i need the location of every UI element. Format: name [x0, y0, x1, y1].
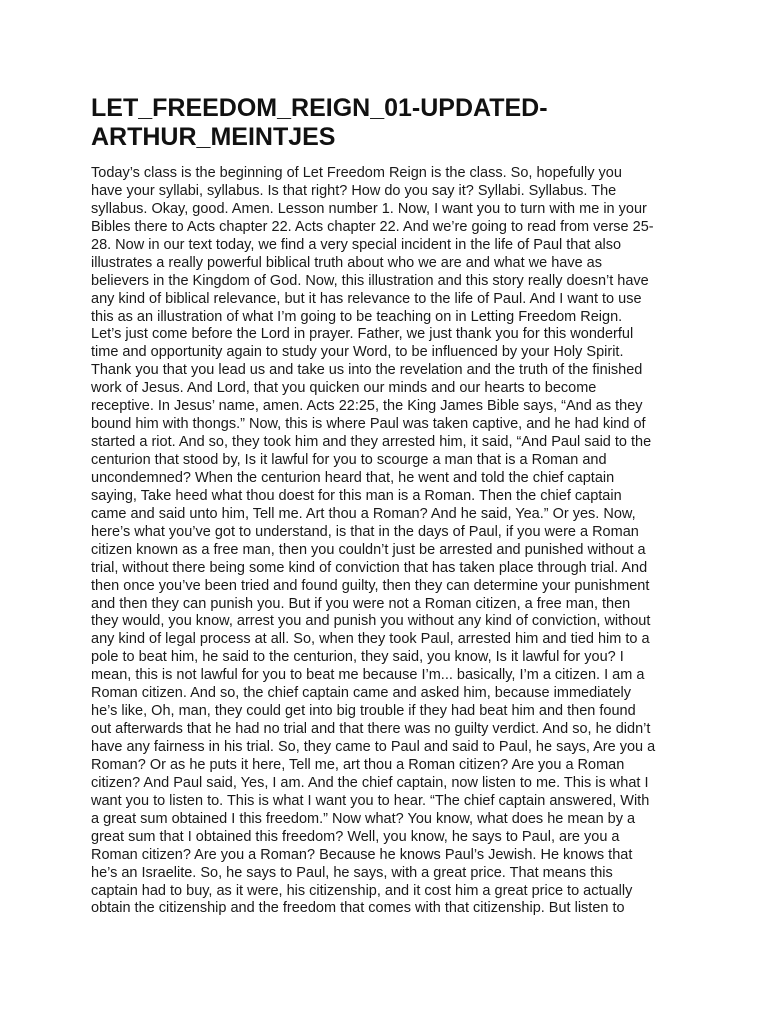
body-text-line: obtain the citizenship and the freedom that comes with that citizenship. But listen to [91, 900, 625, 917]
body-text-line: came and said unto him, Tell me. Art thou a Roman? And he said, Yea.” Or yes. Now, [91, 505, 636, 522]
body-text-line: any kind of biblical relevance, but it has relevance to the life of Paul. And I want to use [91, 290, 642, 307]
body-text-line: captain had to buy, as it were, his citizenship, and it cost him a great price to actually [91, 882, 633, 899]
body-text-line: believers in the Kingdom of God. Now, this illustration and this story really doesn’t have [91, 272, 649, 289]
body-text-line: he’s like, Oh, man, they could get into big trouble if they had beat him and then found [91, 703, 636, 720]
document-body [91, 165, 691, 918]
body-text-line: have your syllabi, syllabus. Is that right? How do you say it? Syllabi. Syllabus. The [91, 182, 617, 199]
body-text-line: mean, this is not lawful for you to beat me because I’m... basically, I’m a citizen. I am a [91, 667, 645, 684]
body-text-line: citizen? And Paul said, Yes, I am. And the chief captain, now listen to me. This is what I [91, 774, 649, 791]
body-text-line: 28. Now in our text today, we find a very special incident in the life of Paul that also [91, 236, 622, 253]
body-text-line: want you to listen to. This is what I want you to hear. “The chief captain answered, With [91, 792, 650, 809]
body-text-line: syllabus. Okay, good. Amen. Lesson number 1. Now, I want you to turn with me in your [91, 200, 647, 217]
body-text-line: centurion that stood by, Is it lawful for you to scourge a man that is a Roman and [91, 452, 607, 468]
body-text-line: any kind of legal process at all. So, when they took Paul, arrested him and tied him to a [91, 631, 650, 648]
body-text-line: Thank you that you lead us and take us into the revelation and the truth of the finished [91, 362, 643, 379]
body-text-line: pole to beat him, he said to the centurion, they said, you know, Is it lawful for you? I [91, 649, 624, 666]
body-text-line: Roman citizen? Are you a Roman? Because he knows Paul’s Jewish. He knows that [91, 846, 633, 863]
title-line: ARTHUR_MEINTJES [91, 123, 336, 151]
body-text-line: Roman citizen. And so, the chief captain came and asked him, because immediately [91, 685, 632, 702]
body-text-line: here’s what you’ve got to understand, is that in the days of Paul, if you were a Roman [91, 523, 639, 540]
body-text-line: uncondemned? When the centurion heard that, he went and told the chief captain [91, 469, 615, 486]
body-text-line: citizen known as a free man, then you couldn’t just be arrested and punished without a [91, 541, 646, 558]
body-text-line: a great sum obtained I this freedom.” Now what? You know, what does he mean by a [91, 810, 636, 827]
body-text-line: receptive. In Jesus’ name, amen. Acts 22:25, the King James Bible says, “And as they [91, 398, 643, 415]
body-text-line: and then they can punish you. But if you were not a Roman citizen, a free man, then [91, 595, 631, 612]
body-text-line: out afterwards that he had no trial and that there was no guilty verdict. And so, he didn’t [91, 721, 651, 738]
body-text-line: Roman? Or as he puts it here, Tell me, art thou a Roman citizen? Are you a Roman [91, 756, 625, 773]
body-text-line: started a riot. And so, they took him and they arrested him, it said, “And Paul said to the [91, 434, 652, 451]
body-text-line: bound him with thongs.” Now, this is where Paul was taken captive, and he had kind of [91, 416, 646, 433]
body-text-line: have any fairness in his trial. So, they came to Paul and said to Paul, he says, Are you a [91, 739, 656, 755]
body-text-line: Bibles there to Acts chapter 22. Acts chapter 22. And we’re going to read from verse 25- [91, 218, 654, 235]
body-text-line: they would, you know, arrest you and punish you without any kind of conviction, without [91, 613, 651, 630]
title-line: LET_FREEDOM_REIGN_01-UPDATED- [91, 94, 548, 122]
body-text-line: this as an illustration of what I’m going to be teaching on in Letting Freedom Reign. [91, 308, 623, 325]
body-text-line: then once you’ve been tried and found guilty, then they can determine your punishment [91, 577, 650, 594]
body-text-line: illustrates a really powerful biblical truth about who we are and what we have as [91, 254, 602, 271]
body-text-line: Today’s class is the beginning of Let Freedom Reign is the class. So, hopefully you [91, 165, 622, 181]
body-text-line: Let’s just come before the Lord in prayer. Father, we just thank you for this wonderful [91, 326, 634, 343]
body-text-line: he’s an Israelite. So, he says to Paul, he says, with a great price. That means this [91, 864, 613, 881]
body-text-line: saying, Take heed what thou doest for this man is a Roman. Then the chief captain [91, 487, 622, 504]
body-text-line: time and opportunity again to study your Word, to be influenced by your Holy Spirit. [91, 344, 624, 361]
body-text-line: great sum that I obtained this freedom? Well, you know, he says to Paul, are you a [91, 828, 620, 845]
body-text-line: trial, without there being some kind of conviction that has taken place through trial. And [91, 559, 648, 576]
body-text-line: work of Jesus. And Lord, that you quicken our minds and our hearts to become [91, 380, 597, 397]
document-title [91, 94, 691, 152]
